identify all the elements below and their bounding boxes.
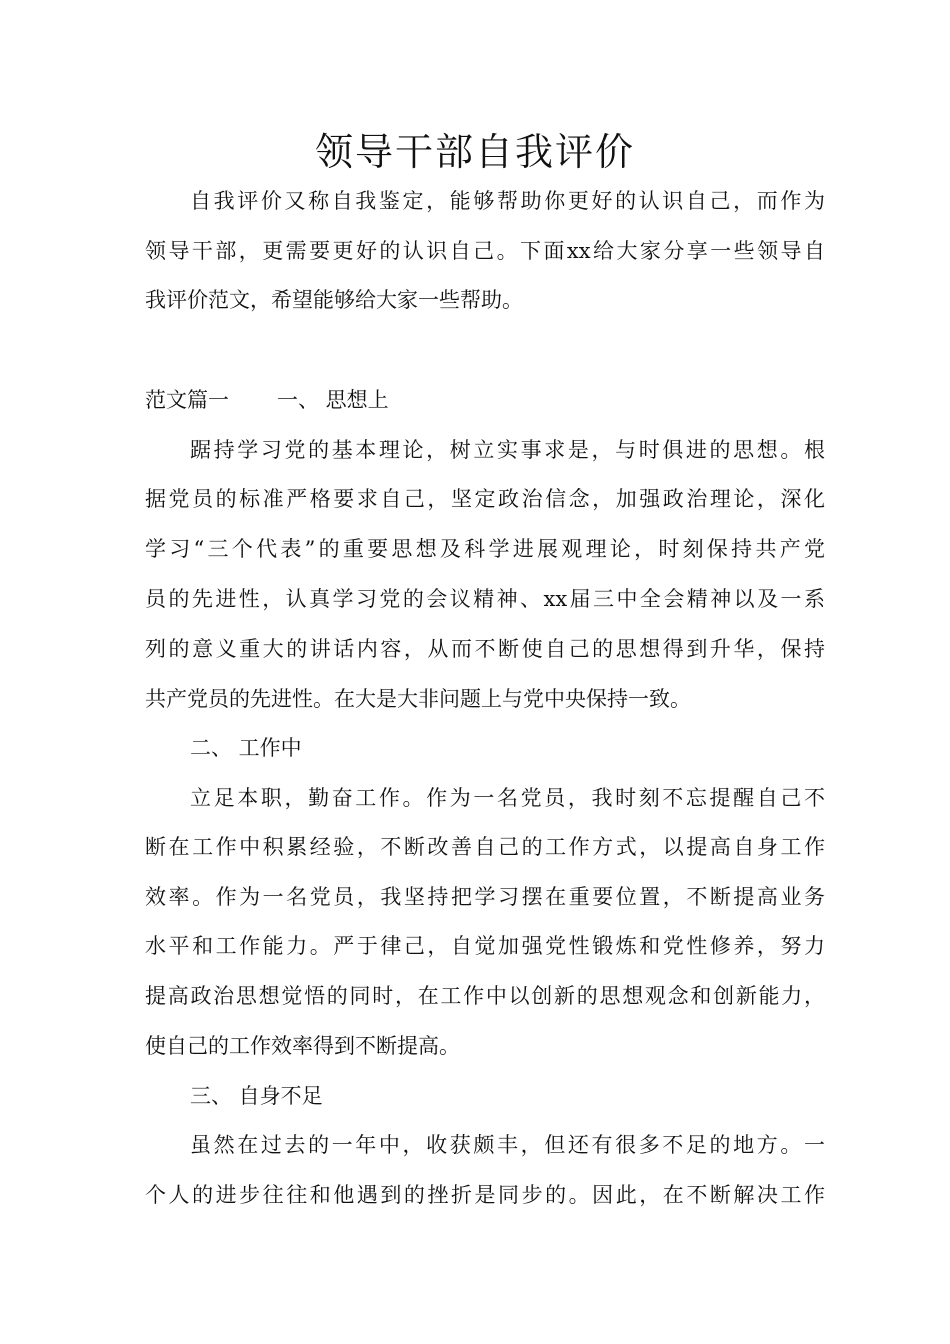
para-2-line-1: 立足本职，勤奋工作。作为一名党员，我时刻不忘提醒自己不 xyxy=(190,786,825,810)
para-2-line-6: 使自己的工作效率得到不断提高。 xyxy=(145,1034,460,1058)
intro-line-1: 自我评价又称自我鉴定，能够帮助你更好的认识自己，而作为 xyxy=(190,189,825,213)
intro-line-2: 领导干部，更需要更好的认识自己。下面xx给大家分享一些领导自 xyxy=(145,239,825,263)
para-1-line-5: 列的意义重大的讲话内容，从而不断使自己的思想得到升华，保持 xyxy=(145,637,825,661)
section-heading-row xyxy=(145,380,825,420)
heading-2: 二、 工作中 xyxy=(190,736,302,760)
para-3-line-1: 虽然在过去的一年中，收获颇丰，但还有很多不足的地方。一 xyxy=(190,1133,825,1157)
para-1-line-4: 员的先进性，认真学习党的会议精神、xx届三中全会精神以及一系 xyxy=(145,587,825,611)
para-1-line-3: 学习“三个代表”的重要思想及科学进展观理论，时刻保持共产党 xyxy=(145,537,825,561)
document-title: 领导干部自我评价 xyxy=(314,130,635,174)
para-2-line-5: 提高政治思想觉悟的同时，在工作中以创新的思想观念和创新能力， xyxy=(145,984,825,1008)
para-2-line-3: 效率。作为一名党员，我坚持把学习摆在重要位置，不断提高业务 xyxy=(145,885,825,909)
heading-1: 一、 思想上 xyxy=(277,388,389,412)
para-1-line-1: 踞持学习党的基本理论，树立实事求是，与时俱进的思想。根 xyxy=(190,438,825,462)
para-1-line-2: 据党员的标准严格要求自己，坚定政治信念，加强政治理论，深化 xyxy=(145,487,825,511)
para-3-line-2: 个人的进步往往和他遇到的挫折是同步的。因此，在不断解决工作 xyxy=(145,1183,825,1207)
para-1-line-6: 共产党员的先进性。在大是大非问题上与党中央保持一致。 xyxy=(145,687,691,711)
section-label: 范文篇一 xyxy=(145,388,229,412)
para-2-line-4: 水平和工作能力。严于律己，自觉加强党性锻炼和党性修养，努力 xyxy=(145,934,825,958)
heading-3: 三、 自身不足 xyxy=(190,1084,323,1108)
para-2-line-2: 断在工作中积累经验，不断改善自己的工作方式，以提高自身工作 xyxy=(145,835,825,859)
intro-line-3: 我评价范文，希望能够给大家一些帮助。 xyxy=(145,288,523,312)
